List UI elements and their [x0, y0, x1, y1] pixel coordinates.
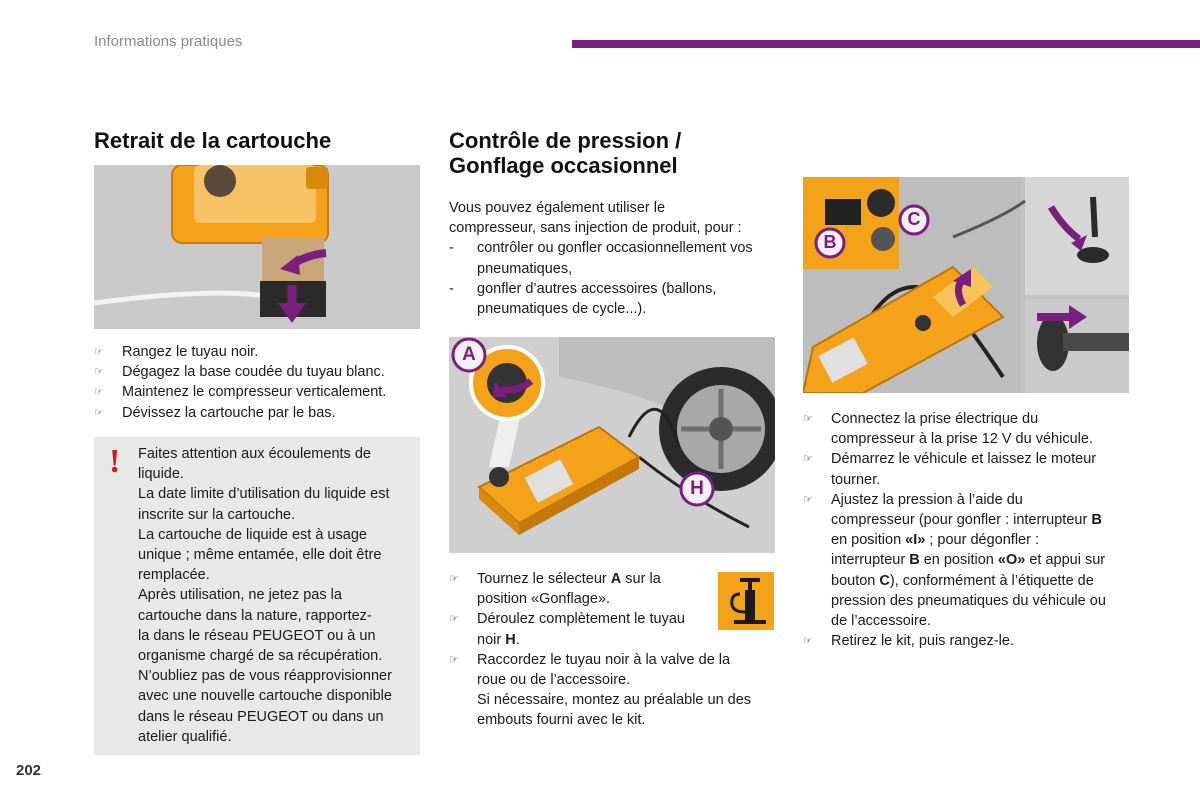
pointing-hand-icon: ☞ [803, 413, 813, 425]
list-item: - contrôler ou gonfler occasionnellement vos pneumatiques, [449, 240, 753, 277]
page-number: 202 [16, 762, 42, 779]
inflation-pump-icon [718, 572, 774, 630]
header-accent-bar [572, 40, 1200, 48]
middle-title: Contrôle de pression / Gonflage occasionnel [449, 128, 682, 178]
label-c: C [907, 209, 921, 229]
pointing-hand-icon: ☞ [803, 635, 813, 648]
label-b: B [823, 232, 837, 252]
compressor-connection-illustration [449, 337, 775, 553]
list-item: ☞ Rangez le tuyau noir. [94, 342, 420, 362]
warning-box [94, 437, 420, 755]
pointing-hand-icon: ☞ [449, 573, 459, 585]
middle-intro: Vous pouvez également utiliser le compresseur, sans injection de produit, pour : - contrôler ou gonfler occasionnellement vos pneumatiques, - gonfler d’autres accessoires (ballons, pneumatiques de cycle...). [449, 198, 779, 319]
warning-text: Faites attention aux écoulements de liquide. La date limite d’utilisation du liquide est inscrite sur la cartouche. La cartouche de liquide est à usage unique ; même entamée, elle doit être remplacée. Après utilisation, ne jetez pas la cartouche dans la nature, rapportez- la dans le réseau PEUGEOT ou à un organisme chargé de sa récupération. N’oubliez pas de vous réapprovisionner avec une nouvelle cartouche disponible dans le réseau PEUGEOT ou dans un atelier qualifié. [138, 446, 392, 745]
label-h: H [690, 478, 704, 499]
list-item: - gonfler d’autres accessoires (ballons, pneumatiques de cycle...). [449, 280, 717, 318]
pointing-hand-icon: ☞ [449, 653, 459, 666]
pointing-hand-icon: ☞ [449, 613, 459, 626]
left-title: Retrait de la cartouche [94, 128, 332, 153]
list-item: ☞ Dévissez la cartouche par le bas. [94, 403, 420, 423]
pointing-hand-icon: ☞ [94, 386, 104, 399]
section-label: Informations pratiques [94, 33, 243, 50]
list-item: ☞ Tournez le sélecteur A sur la position «Gonflage». [449, 571, 661, 608]
pointing-hand-icon: ☞ [803, 493, 813, 506]
compressor-settings-illustration [803, 177, 1129, 393]
right-steps [803, 409, 1143, 651]
dash-icon: - [449, 280, 454, 297]
list-item: ☞ Démarrez le véhicule et laissez le moteur tourner. [803, 451, 1097, 488]
list-item: ☞ Raccordez le tuyau noir à la valve de la roue ou de l’accessoire. Si nécessaire, montez au préalable un des embouts fourni avec le kit. [449, 651, 752, 729]
list-item: ☞ Ajustez la pression à l’aide du compresseur (pour gonfler : interrupteur B en position «I» ; pour dégonfler : interrupteur B en position «O» et appui sur bouton C), conformément à l’étiquette de pression des pneumatiques du véhicule ou de l’accessoire. [803, 491, 1106, 630]
pointing-hand-icon: ☞ [94, 346, 104, 358]
list-item: ☞ Retirez le kit, puis rangez-le. [803, 631, 1143, 651]
pointing-hand-icon: ☞ [803, 453, 813, 466]
list-item: ☞ Connectez la prise électrique du compresseur à la prise 12 V du véhicule. [803, 411, 1093, 448]
pointing-hand-icon: ☞ [94, 406, 104, 419]
pointing-hand-icon: ☞ [94, 366, 104, 379]
list-item: ☞ Déroulez complètement le tuyau noir H. [449, 611, 685, 648]
left-bullet-list [94, 342, 420, 423]
warning-icon: ! [109, 443, 121, 480]
dash-icon: - [449, 240, 454, 257]
cartridge-removal-illustration [94, 165, 420, 329]
label-a: A [462, 344, 476, 365]
list-item: ☞ Maintenez le compresseur verticalement. [94, 382, 420, 402]
list-item: ☞ Dégagez la base coudée du tuyau blanc. [94, 362, 420, 382]
